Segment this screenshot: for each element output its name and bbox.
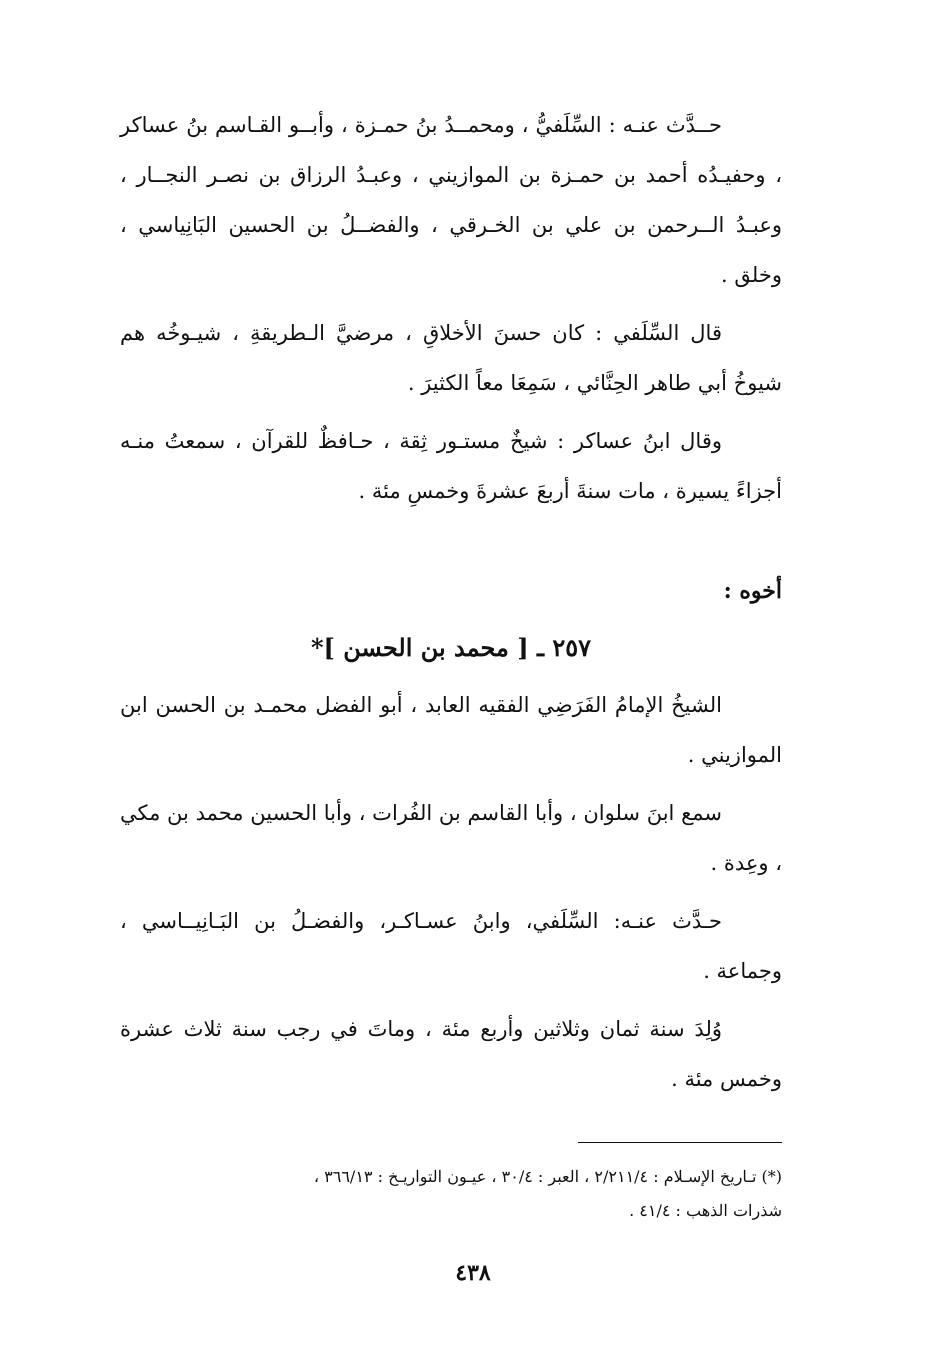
page-number: ٤٣٨ — [455, 1260, 491, 1286]
footnote-line-2: شذرات الذهب : ٤١/٤ . — [629, 1201, 782, 1220]
footnote-line-1: (*) تـاريخ الإسـلام : ٢/٢١١/٤ ، العبر : ٣٠/٤ ، عيـون التواريـخ : ٣٦٦/١٣ ، — [313, 1167, 782, 1186]
paragraph-entry-birth-death: وُلِدَ سنة ثمان وثلاثين وأربع مئة ، وماتَ في رجب سنة ثلاث عشرة وخمس مئة . — [120, 1017, 782, 1091]
footnote — [120, 1160, 782, 1228]
paragraph-entry-intro: الشيخُ الإمامُ الفَرَضِي الفقيه العابد ، أبو الفضل محمـد بن الحسن ابن الموازيني . — [120, 693, 782, 767]
paragraph-entry-narrated: حـدَّث عنـه: السِّلَفي، وابنُ عسـاكـر، والفضـلُ بن البَـانِيــاسي ، وجماعة . — [120, 909, 782, 983]
paragraph-entry-heard: سمع ابنَ سلوان ، وأبا القاسم بن الفُرات ، وأبا الحسين محمد بن مكي ، وعِدة . — [120, 801, 782, 875]
subheading-brother: أخوه : — [723, 578, 782, 604]
footnote-divider — [578, 1142, 782, 1143]
paragraph-silafi-quote: قال السِّلَفي : كان حسنَ الأخلاقِ ، مرضيَّ الـطريقةِ ، شيـوخُه هم شيوخُ أبي طاهر الحِنَّائي ، سَمِعَا معاً الكثيرَ . — [120, 321, 782, 395]
paragraph-narrators: حــدَّث عنـه : السِّلَفيُّ ، ومحمــدُ بنُ حمـزة ، وأبــو القـاسم بنُ عساكر ، وحفيـدُه أحمد بن حمـزة بن الموازيني ، وعبـدُ الرزاق بن نصـر النجــار ، وعبـدُ الــرحمن بن علي بن الخـرقي ، والفضــلُ بن الحسين البَانِياسي ، وخلق . — [120, 113, 782, 287]
entry-title: ٢٥٧ ـ [ محمد بن الحسن ]* — [310, 633, 592, 662]
paragraph-ibn-asakir-quote: وقال ابنُ عساكر : شيخٌ مستـور ثِقة ، حـافظٌ للقرآن ، سمعتُ منـه أجزاءً يسيرة ، مات سنةَ أربعَ عشرةَ وخمسِ مئة . — [120, 429, 782, 503]
page-body — [120, 100, 782, 1112]
